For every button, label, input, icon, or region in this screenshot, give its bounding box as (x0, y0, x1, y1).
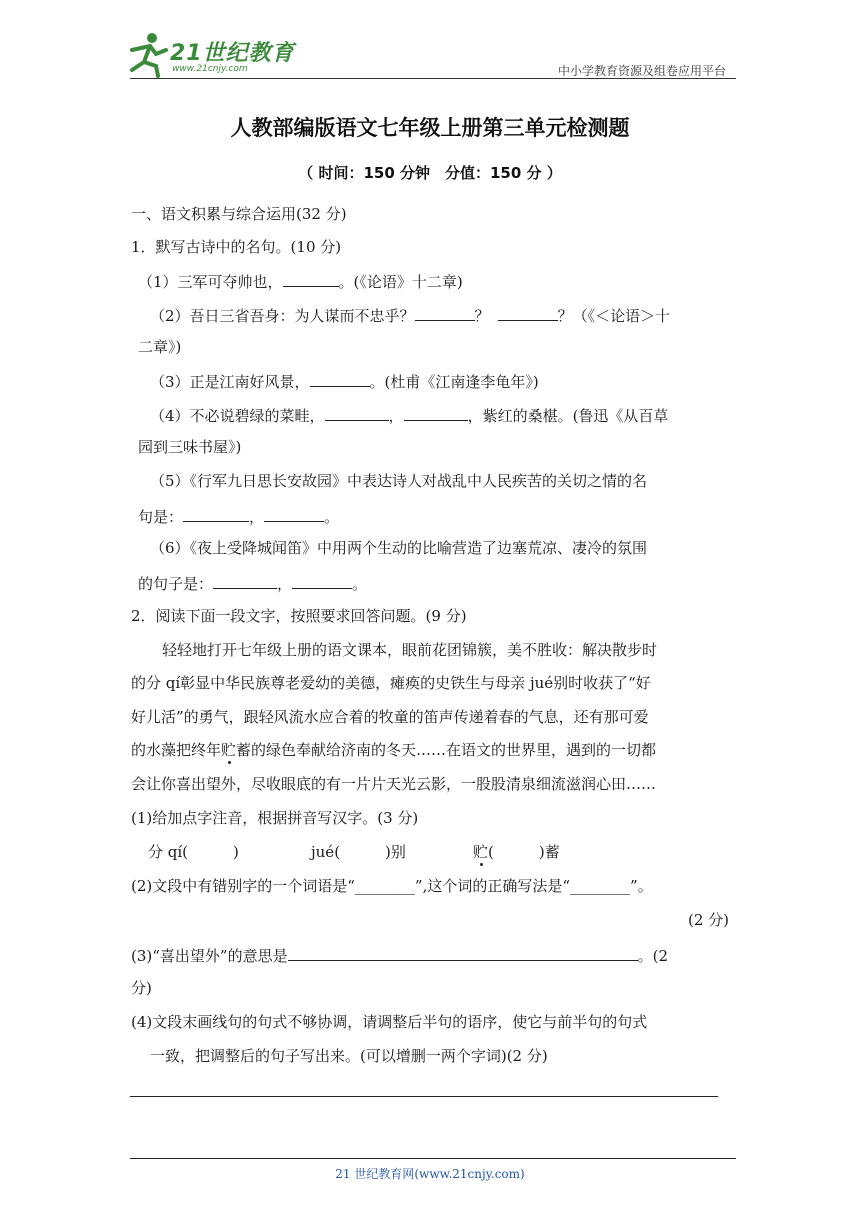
footer-divider (130, 1158, 736, 1159)
page-header (122, 30, 736, 82)
q1-item-2-text-b: ？ (474, 307, 490, 325)
logo-url: www.21cnjy.com (172, 64, 248, 74)
passage-text: 蓄的绿色奉献给济南的冬天……在语文的世界里，遇到的一切都 (236, 741, 657, 759)
answer-blank[interactable] (292, 572, 352, 589)
answer-blank[interactable] (404, 404, 468, 421)
q1-item-5-text-b: 句是： (138, 508, 184, 526)
question-1-stem: 1．默写古诗中的名句。(10 分) (131, 238, 342, 256)
q1-item-4-text-b: ， (388, 407, 404, 425)
q1-item-2-cont: 二章》) (138, 338, 182, 356)
q1-item-5-text-d: 。 (324, 508, 340, 526)
sub-question-3 (131, 944, 668, 966)
answer-blank[interactable] (325, 404, 389, 421)
answer-blank[interactable] (183, 505, 249, 522)
answer-line[interactable] (130, 1096, 718, 1097)
platform-label: 中小学教育资源及组卷应用平台 (557, 64, 726, 78)
q1-item-1 (138, 270, 463, 292)
runner-logo-icon (122, 30, 170, 78)
pinyin-item: 分 qí( ) (148, 843, 239, 861)
q1-item-6-text-d: 。 (352, 575, 368, 593)
q1-item-6-text-c: ， (277, 575, 293, 593)
dotted-character: 贮 (473, 843, 489, 861)
answer-blank[interactable] (264, 505, 324, 522)
sub-question-3-text: (3)“喜出望外”的意思是 (131, 947, 288, 965)
passage-line: 会让你喜出望外，尽收眼底的有一片片天光云影，一股股清泉细流滋润心田…… (131, 775, 657, 793)
q1-item-5-text-c: ， (249, 508, 265, 526)
header-divider (130, 78, 736, 79)
q1-item-4 (150, 404, 668, 426)
q1-item-3-text-a: （3）正是江南好风景， (150, 373, 310, 391)
answer-blank[interactable] (283, 270, 339, 287)
footer-text: 21 世纪教育网(www.21cnjy.com) (335, 1167, 525, 1181)
q1-item-6: （6）《夜上受降城闻笛》中用两个生动的比喻营造了边塞荒凉、凄冷的氛围 (150, 539, 648, 557)
pinyin-item: jué( )别 (311, 843, 406, 861)
pinyin-item (473, 842, 560, 862)
page-subtitle: （ 时间：150 分钟 分值：150 分 ） (298, 164, 562, 182)
passage-line: 的分 qí彰显中华民族尊老爱幼的美德，瘫痪的史铁生与母亲 jué别时收获了“好 (131, 674, 651, 692)
page-title: 人教部编版语文七年级上册第三单元检测题 (230, 116, 630, 140)
section-heading: 一、语文积累与综合运用(32 分) (131, 205, 347, 223)
sub-question-4-cont: 一致，把调整后的句子写出来。(可以增删一两个字词)(2 分) (150, 1047, 548, 1065)
sub-question-2-score: (2 分) (688, 911, 730, 929)
q1-item-2-text-c: ？（《＜论语＞十 (557, 307, 671, 325)
answer-blank[interactable] (288, 944, 638, 961)
logo-text: 21世纪教育 (170, 41, 295, 66)
dotted-character: 贮 (221, 741, 237, 759)
passage-line: 好儿活”的勇气，跟轻风流水应合着的牧童的笛声传递着春的气息，还有那可爱 (131, 708, 649, 726)
sub-question-2: (2)文段中有错别字的一个词语是“________”,这个词的正确写法是“________”。 (131, 877, 653, 895)
q1-item-3 (150, 370, 539, 392)
q1-item-3-text-b: 。(杜甫《江南逢李龟年》) (369, 373, 539, 391)
q1-item-5: （5）《行军九日思长安故园》中表达诗人对战乱中人民疾苦的关切之情的名 (150, 472, 648, 490)
passage-text: 的水藻把终年 (131, 741, 222, 759)
q1-item-2 (150, 304, 670, 326)
passage-line: 轻轻地打开七年级上册的语文课本，眼前花团锦簇，美不胜收：解决散步时 (162, 641, 658, 659)
pinyin-item-text: ( )蓄 (488, 843, 560, 861)
q1-item-4-text-c: ，紫红的桑椹。(鲁迅《从百草 (467, 407, 669, 425)
q1-item-4-cont: 园到三味书屋》) (138, 438, 242, 456)
sub-question-1: (1)给加点字注音，根据拼音写汉字。(3 分) (131, 809, 419, 827)
answer-blank[interactable] (213, 572, 277, 589)
q1-item-1-text-a: （1）三军可夺帅也， (138, 273, 283, 291)
logo (122, 30, 302, 78)
q1-item-6-cont (138, 572, 367, 594)
answer-blank[interactable] (310, 370, 370, 387)
q1-item-5-cont (138, 505, 339, 527)
q1-item-2-text-a: （2）吾日三省吾身：为人谋而不忠乎？ (150, 307, 415, 325)
answer-blank[interactable] (498, 304, 558, 321)
sub-question-3-score: 。(2 (637, 947, 668, 965)
question-2-stem: 2．阅读下面一段文字，按照要求回答问题。(9 分) (131, 607, 467, 625)
sub-question-4: (4)文段末画线句的句式不够协调，请调整后半句的语序，使它与前半句的句式 (131, 1013, 648, 1031)
q1-item-4-text-a: （4）不必说碧绿的菜畦， (150, 407, 325, 425)
sub-question-3-cont: 分) (131, 979, 152, 997)
q1-item-6-text-b: 的句子是： (138, 575, 214, 593)
passage-line (131, 740, 656, 760)
q1-item-1-text-b: 。(《论语》十二章) (338, 273, 463, 291)
answer-blank[interactable] (415, 304, 475, 321)
